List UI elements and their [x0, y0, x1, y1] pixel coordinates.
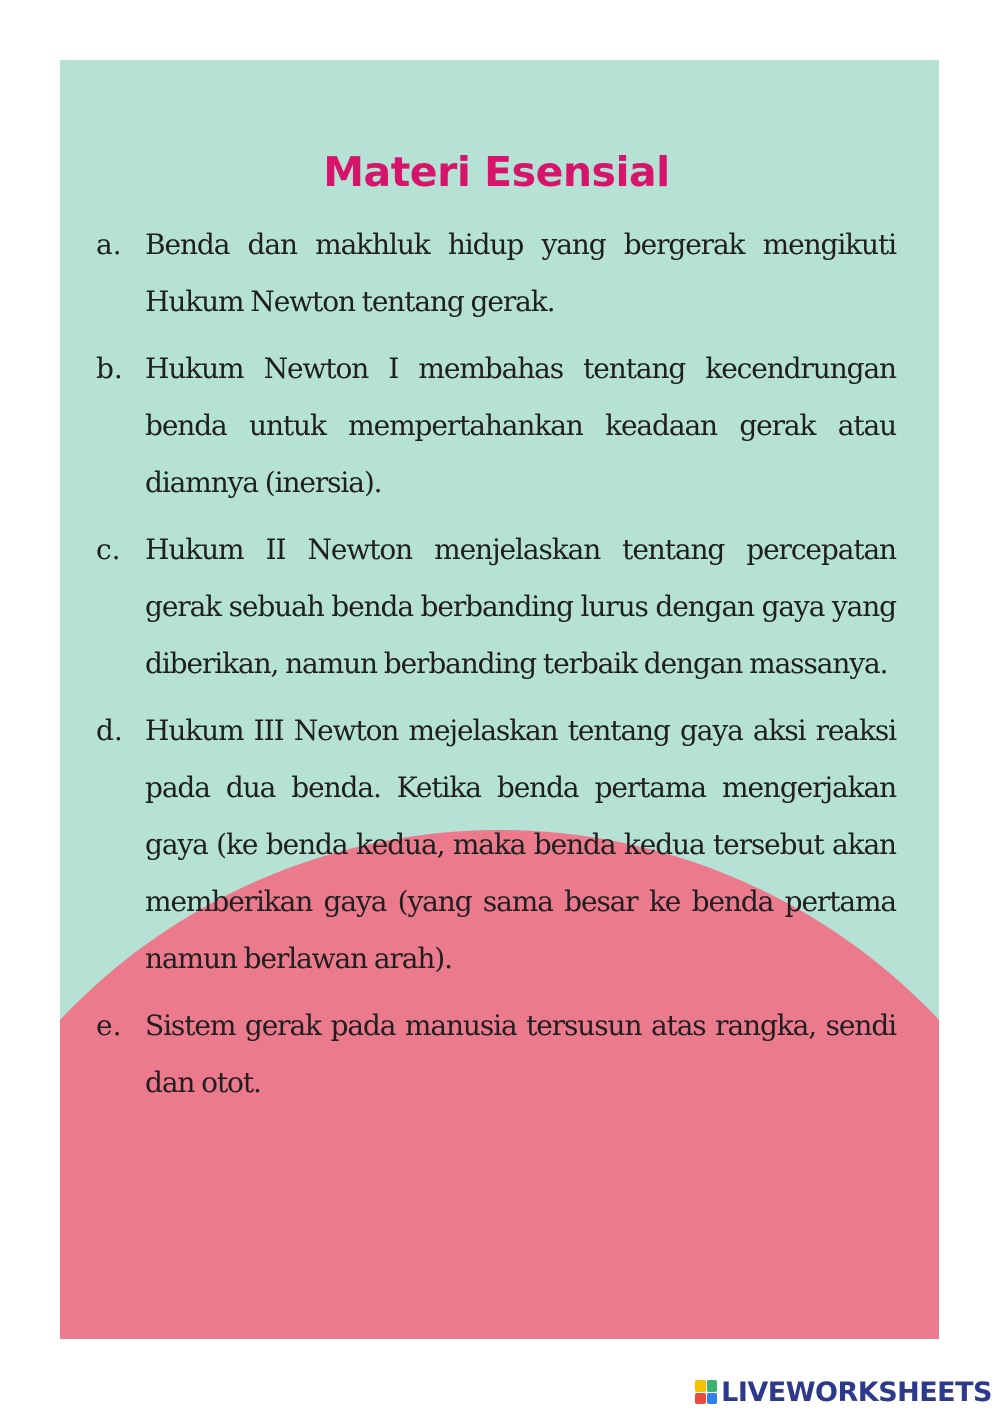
liveworksheets-brand[interactable] [695, 1376, 992, 1408]
list-item-marker: e. [96, 1009, 122, 1042]
brand-name: LIVEWORKSHEETS [721, 1376, 992, 1408]
essential-material-list [96, 216, 896, 1121]
list-item-text: Hukum Newton I membahas tentang kecendrungan benda untuk mempertahankan keadaan gerak atau diamnya (inersia). [145, 352, 896, 499]
content-card [60, 60, 939, 1339]
list-item-text: Hukum III Newton mejelaskan tentang gaya aksi reaksi pada dua benda. Ketika benda pertama mengerjakan gaya (ke benda kedua, maka benda kedua tersebut akan memberikan gaya (yang sama besar ke benda pertama namun berlawan arah). [145, 714, 896, 975]
list-item-text: Sistem gerak pada manusia tersusun atas rangka, sendi dan otot. [145, 1009, 896, 1099]
list-item-marker: d. [96, 714, 123, 747]
list-item [96, 216, 896, 330]
page-title: Materi Esensial [323, 148, 670, 196]
list-item-marker: c. [96, 533, 121, 566]
list-item [96, 521, 896, 692]
list-item [96, 340, 896, 511]
list-item [96, 997, 896, 1111]
liveworksheets-logo-icon [695, 1380, 717, 1404]
list-item-text: Benda dan makhluk hidup yang bergerak mengikuti Hukum Newton tentang gerak. [145, 228, 896, 318]
list-item-marker: a. [96, 228, 122, 261]
list-item [96, 702, 896, 987]
list-item-text: Hukum II Newton menjelaskan tentang percepatan gerak sebuah benda berbanding lurus dengan gaya yang diberikan, namun berbanding terbaik dengan massanya. [145, 533, 896, 680]
list-item-marker: b. [96, 352, 123, 385]
